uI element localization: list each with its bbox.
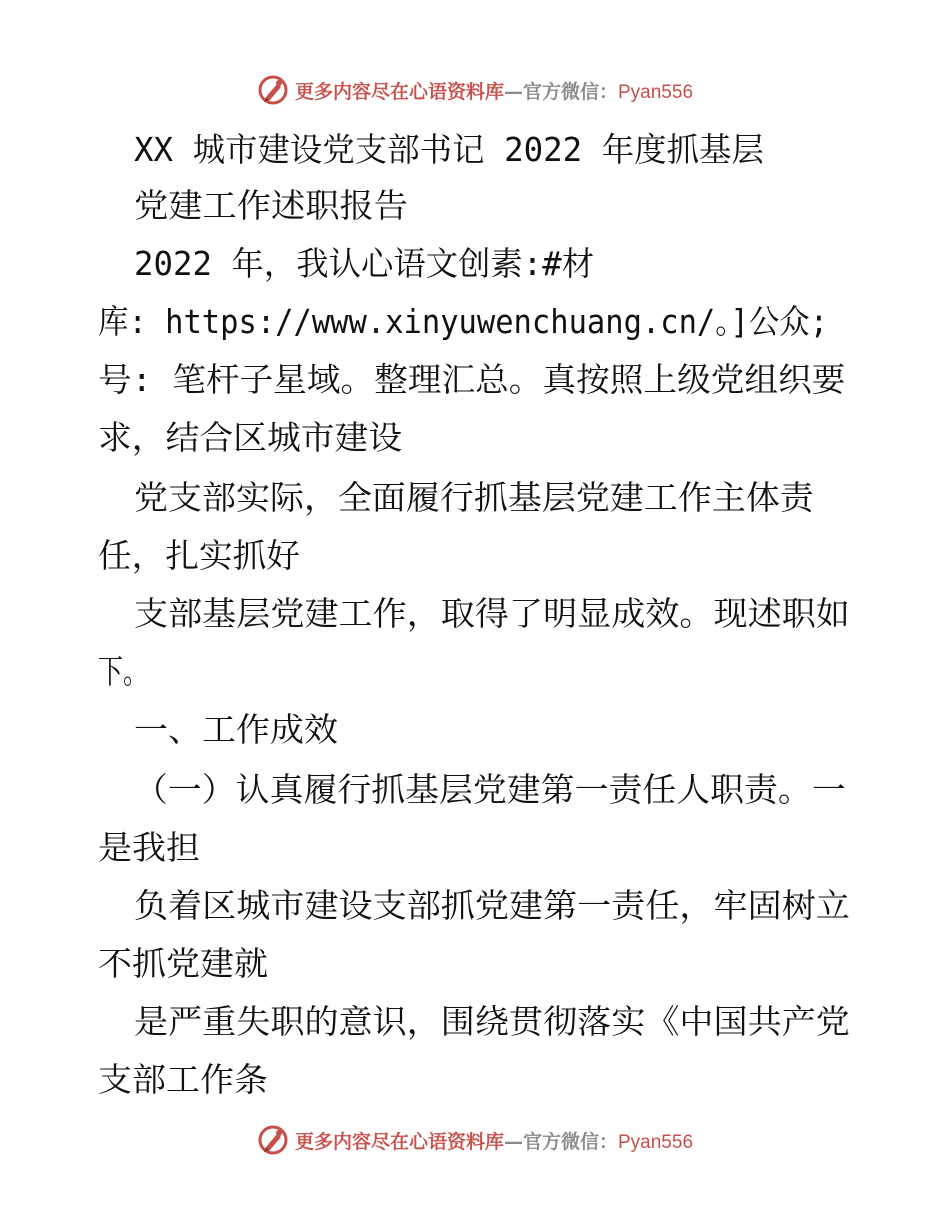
document-line: 求，结合区城市建设 — [98, 418, 403, 457]
document-line: 下。 — [98, 652, 149, 691]
pen-logo-icon — [257, 1124, 289, 1156]
watermark-text: 更多内容尽在心语资料库—官方微信：Pyan556 — [294, 80, 694, 103]
document-line: 号: 笔杆子星域。整理汇总。真按照上级党组织要 — [98, 360, 846, 399]
document-line: XX 城市建设党支部书记 2022 年度抓基层 — [134, 130, 764, 169]
document-line: 负着区城市建设支部抓党建第一责任，牢固树立 — [134, 886, 850, 925]
document-line: 是我担 — [98, 828, 200, 867]
watermark-text: 更多内容尽在心语资料库—官方微信：Pyan556 — [294, 1130, 694, 1153]
document-line: （一）认真履行抓基层党建第一责任人职责。一 — [134, 770, 846, 809]
document-line: 任，扎实抓好 — [98, 536, 300, 575]
document-line: 支部基层党建工作，取得了明显成效。现述职如 — [134, 594, 850, 633]
document-line: 一、工作成效 — [134, 710, 338, 749]
document-line: 不抓党建就 — [98, 944, 268, 983]
document-line: 是严重失职的意识，围绕贯彻落实《中国共产党 — [134, 1002, 850, 1041]
footer-watermark — [0, 1120, 950, 1160]
document-line: 支部工作条 — [98, 1060, 268, 1099]
document-line: 2022 年，我认心语文创素:#材 — [134, 244, 595, 283]
document-line: 党支部实际，全面履行抓基层党建工作主体责 — [134, 478, 814, 517]
document-line: 库: https://www.xinyuwenchuang.cn/。]公众; — [98, 302, 829, 341]
document-line: 党建工作述职报告 — [134, 186, 409, 225]
